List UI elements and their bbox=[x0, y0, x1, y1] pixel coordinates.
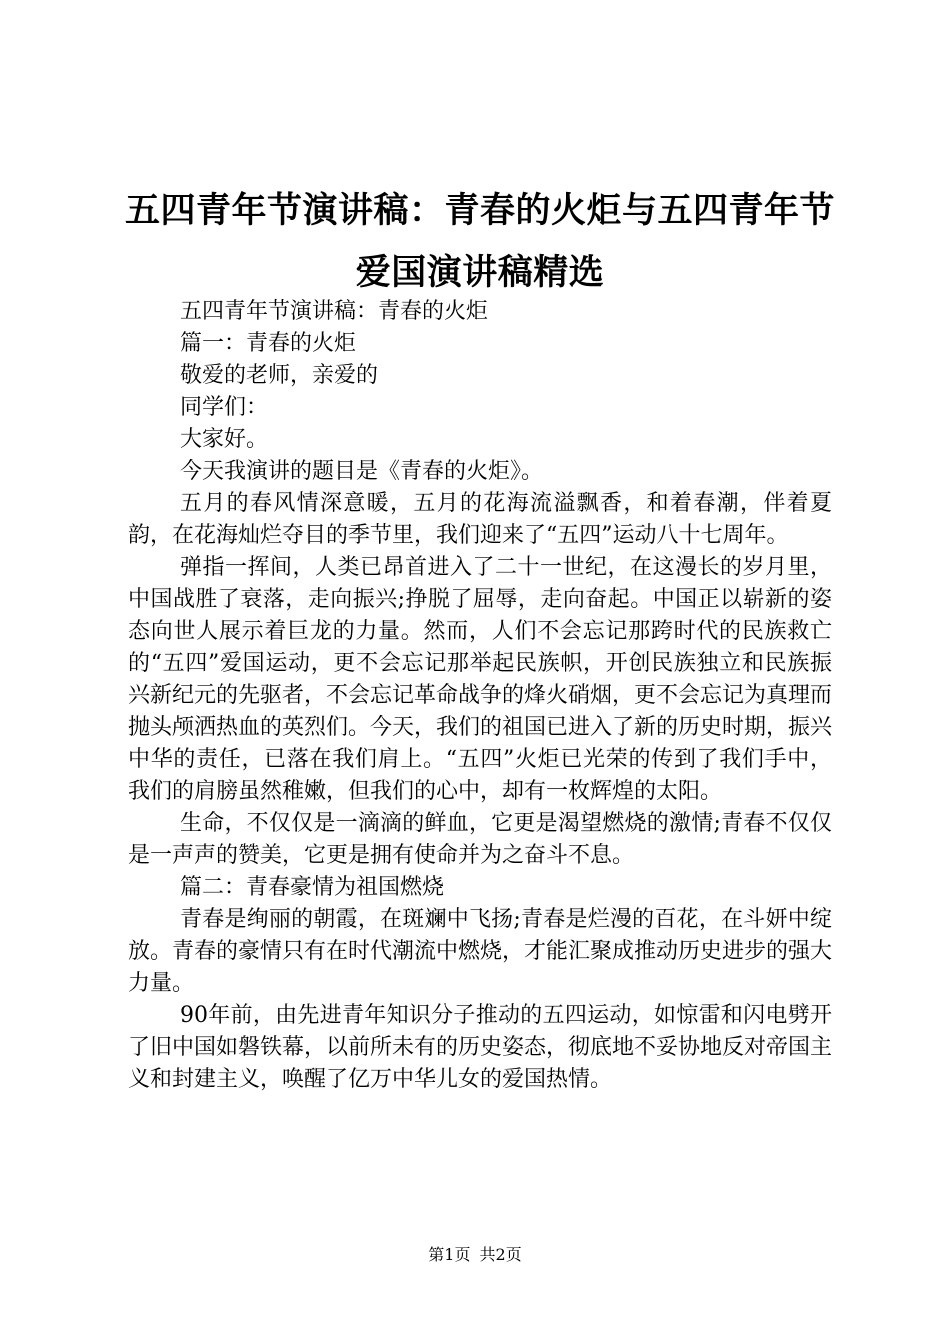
body-paragraph: 青春是绚丽的朝霞，在斑斓中飞扬;青春是烂漫的百花，在斗妍中绽放。青春的豪情只有在时代潮流中燃烧，才能汇聚成推动历史进步的强大力量。 bbox=[128, 907, 833, 996]
page-total: 共2页 bbox=[479, 1245, 522, 1264]
section-heading-1: 篇一：青春的火炬 bbox=[180, 331, 357, 356]
greeting: 大家好。 bbox=[180, 427, 269, 452]
page-footer bbox=[0, 1245, 950, 1265]
page-number: 第1页 bbox=[428, 1245, 471, 1264]
document-title bbox=[110, 180, 850, 304]
topic-line: 今天我演讲的题目是《青春的火炬》。 bbox=[180, 459, 544, 484]
section-heading-2: 篇二：青春豪情为祖国燃烧 bbox=[180, 875, 445, 900]
document-body bbox=[128, 296, 832, 1096]
body-paragraph: 生命，不仅仅是一滴滴的鲜血，它更是渴望燃烧的激情;青春不仅仅是一声声的赞美，它更是拥有使命并为之奋斗不息。 bbox=[128, 811, 832, 868]
body-paragraph: 五月的春风情深意暖，五月的花海流溢飘香，和着春潮，伴着夏韵，在花海灿烂夺目的季节里，我们迎来了“五四”运动八十七周年。 bbox=[128, 491, 832, 548]
title-line-1: 五四青年节演讲稿：青春的火炬与五四青年节 bbox=[124, 191, 835, 231]
paragraph-heading: 五四青年节演讲稿：青春的火炬 bbox=[180, 299, 489, 324]
body-paragraph: 90年前，由先进青年知识分子推动的五四运动，如惊雷和闪电劈开了旧中国如磐铁幕，以前所未有的历史姿态，彻底地不妥协地反对帝国主义和封建主义，唤醒了亿万中华儿女的爱国热情。 bbox=[128, 1003, 833, 1092]
body-paragraph: 弹指一挥间，人类已昂首进入了二十一世纪，在这漫长的岁月里，中国战胜了衰落，走向振兴;挣脱了屈辱，走向奋起。中国正以崭新的姿态向世人展示着巨龙的力量。然而，人们不会忘记那跨时代的民族救亡的“五四”爱国运动，更不会忘记那举起民族帜，开创民族独立和民族振兴新纪元的先驱者，不会忘记革命战争的烽火硝烟，更不会忘记为真理而抛头颅洒热血的英烈们。今天，我们的祖国已进入了新的历史时期，振兴中华的责任，已落在我们肩上。“五四”火炬已光荣的传到了我们手中，我们的肩膀虽然稚嫩，但我们的心中，却有一枚辉煌的太阳。 bbox=[128, 555, 833, 804]
salutation-line-2: 同学们： bbox=[180, 395, 269, 420]
salutation-line-1: 敬爱的老师，亲爱的 bbox=[180, 363, 379, 388]
title-line-2: 爱国演讲稿精选 bbox=[355, 253, 605, 293]
